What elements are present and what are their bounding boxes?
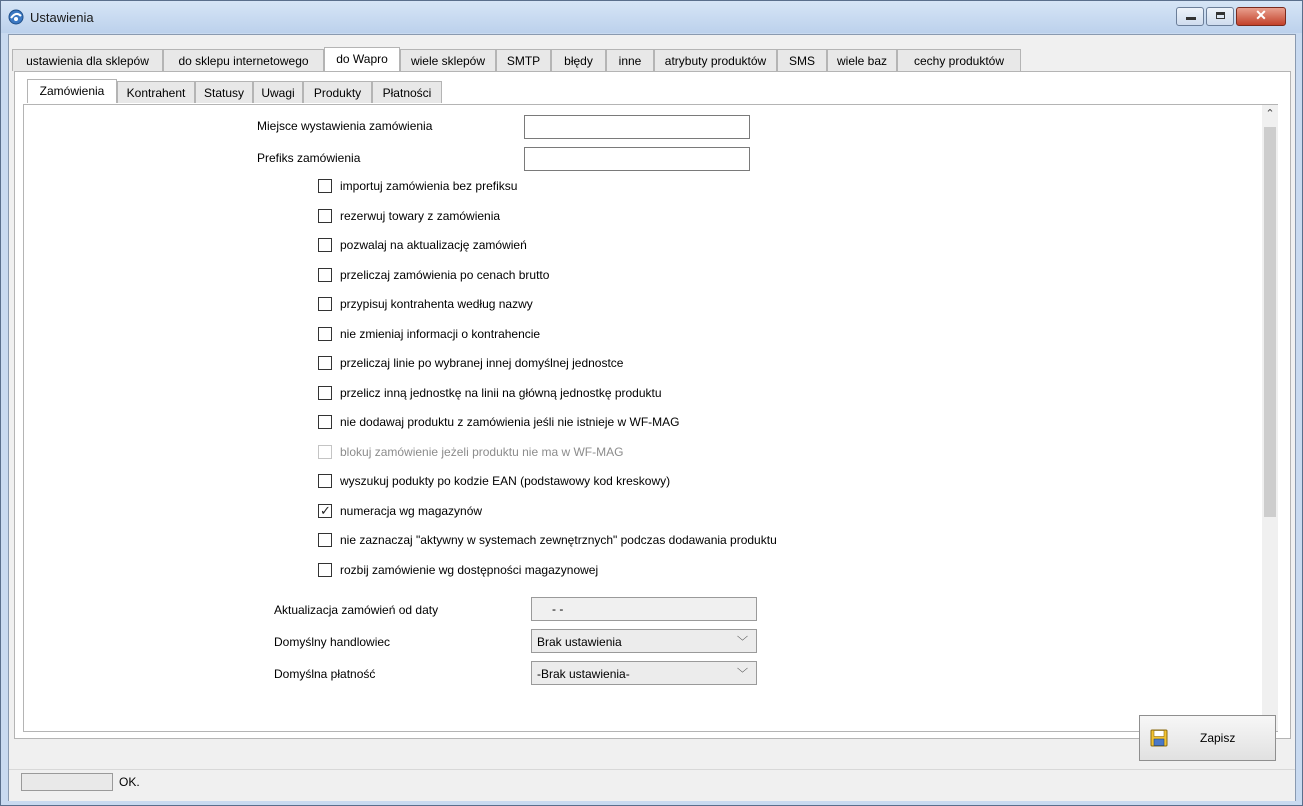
top-tab[interactable]: SMS (777, 49, 827, 71)
sub-tab-strip (27, 81, 927, 103)
checkbox-label: pozwalaj na aktualizację zamówień (340, 238, 527, 252)
sub-tab[interactable]: Statusy (195, 81, 253, 103)
top-tab-strip (12, 49, 1292, 71)
floppy-disk-icon (1150, 729, 1168, 747)
vertical-scrollbar[interactable] (1262, 105, 1278, 731)
close-icon: ✕ (1255, 7, 1267, 23)
top-tab[interactable]: do sklepu internetowego (163, 49, 324, 71)
scroll-thumb[interactable] (1264, 127, 1276, 517)
maximize-icon (1216, 12, 1225, 19)
checkbox-box[interactable] (318, 268, 332, 282)
checkbox-label: rozbij zamówienie wg dostępności magazynowej (340, 562, 599, 577)
salesman-select[interactable] (531, 629, 757, 653)
title-bar[interactable] (1, 1, 1302, 33)
checkbox-label: rezerwuj towary z zamówienia (340, 208, 501, 223)
payment-value: -Brak ustawienia- (537, 667, 630, 681)
maximize-button[interactable] (1206, 7, 1234, 26)
checkbox-box (318, 445, 332, 459)
top-tab[interactable]: ustawienia dla sklepów (12, 49, 163, 71)
top-tab[interactable]: wiele sklepów (400, 49, 496, 71)
chevron-down-icon: ﹀ (737, 636, 748, 648)
checkbox-box[interactable] (318, 474, 332, 488)
top-tab[interactable]: błędy (551, 49, 606, 71)
checkbox-box[interactable] (318, 327, 332, 341)
checkbox-label: wyszukuj podukty po kodzie EAN (podstawowy kod kreskowy) (340, 474, 671, 488)
checkbox-box[interactable] (318, 563, 332, 577)
status-bar (9, 769, 1295, 801)
date-field[interactable]: - - (531, 597, 757, 621)
window-title: Ustawienia (30, 10, 94, 25)
status-progress (21, 773, 113, 791)
checkbox-box[interactable] (318, 415, 332, 429)
prefix-label: Prefiks zamówienia (257, 151, 361, 165)
prefix-input[interactable] (524, 147, 750, 171)
chevron-down-icon: ﹀ (737, 668, 748, 680)
checkbox-label: przeliczaj linie po wybranej innej domyślnej jednostce (340, 356, 624, 370)
checkbox-box[interactable] (318, 209, 332, 223)
checkbox-label: numeracja wg magazynów (340, 503, 483, 518)
checkbox-box[interactable] (318, 179, 332, 193)
check-icon: ✓ (320, 502, 331, 518)
salesman-label: Domyślny handlowiec (274, 635, 391, 649)
status-text: OK. (119, 775, 140, 789)
sub-tab[interactable]: Płatności (372, 81, 442, 103)
minimize-icon (1186, 17, 1196, 20)
payment-label: Domyślna płatność (274, 667, 376, 681)
payment-select[interactable] (531, 661, 757, 685)
save-button-label: Zapisz (1200, 731, 1236, 745)
checkbox-box[interactable] (318, 386, 332, 400)
checkbox-label: importuj zamówienia bez prefiksu (340, 179, 518, 193)
sub-tab[interactable]: Kontrahent (117, 81, 195, 103)
top-tab[interactable]: atrybuty produktów (654, 49, 777, 71)
salesman-value: Brak ustawienia (537, 635, 622, 649)
checkbox-label: blokuj zamówienie jeżeli produktu nie ma w WF-MAG (340, 444, 624, 459)
scroll-up-icon[interactable]: ⌃ (1265, 108, 1275, 120)
do-wapro-panel (14, 71, 1291, 739)
checkbox-label: nie dodawaj produktu z zamówienia jeśli nie istnieje w WF-MAG (340, 415, 680, 429)
checkbox-label: przypisuj kontrahenta według nazwy (340, 297, 533, 311)
place-input[interactable] (524, 115, 750, 139)
top-tab[interactable]: SMTP (496, 49, 551, 71)
zamowienia-panel (23, 104, 1278, 732)
top-tab[interactable]: do Wapro (324, 47, 400, 71)
top-tab[interactable]: inne (606, 49, 654, 71)
checkbox-box[interactable] (318, 533, 332, 547)
minimize-button[interactable] (1176, 7, 1204, 26)
top-tab[interactable]: wiele baz (827, 49, 897, 71)
client-area (8, 34, 1296, 801)
top-tab[interactable]: cechy produktów (897, 49, 1021, 71)
place-label: Miejsce wystawienia zamówienia (257, 119, 433, 133)
checkbox-label: przeliczaj zamówienia po cenach brutto (340, 267, 550, 282)
save-button[interactable] (1139, 715, 1276, 761)
checkbox-label: przelicz inną jednostkę na linii na główną jednostkę produktu (340, 385, 662, 400)
sub-tab[interactable]: Produkty (303, 81, 372, 103)
sub-tab[interactable]: Zamówienia (27, 79, 117, 103)
app-icon (8, 9, 24, 25)
sub-tab[interactable]: Uwagi (253, 81, 303, 103)
checkbox-box[interactable] (318, 504, 332, 518)
date-label: Aktualizacja zamówień od daty (274, 603, 439, 617)
checkbox-label: nie zmieniaj informacji o kontrahencie (340, 326, 541, 341)
checkbox-box[interactable] (318, 297, 332, 311)
checkbox-box[interactable] (318, 238, 332, 252)
close-button[interactable] (1236, 7, 1286, 26)
checkbox-label: nie zaznaczaj "aktywny w systemach zewnętrznych" podczas dodawania produktu (340, 533, 777, 547)
checkbox-box[interactable] (318, 356, 332, 370)
